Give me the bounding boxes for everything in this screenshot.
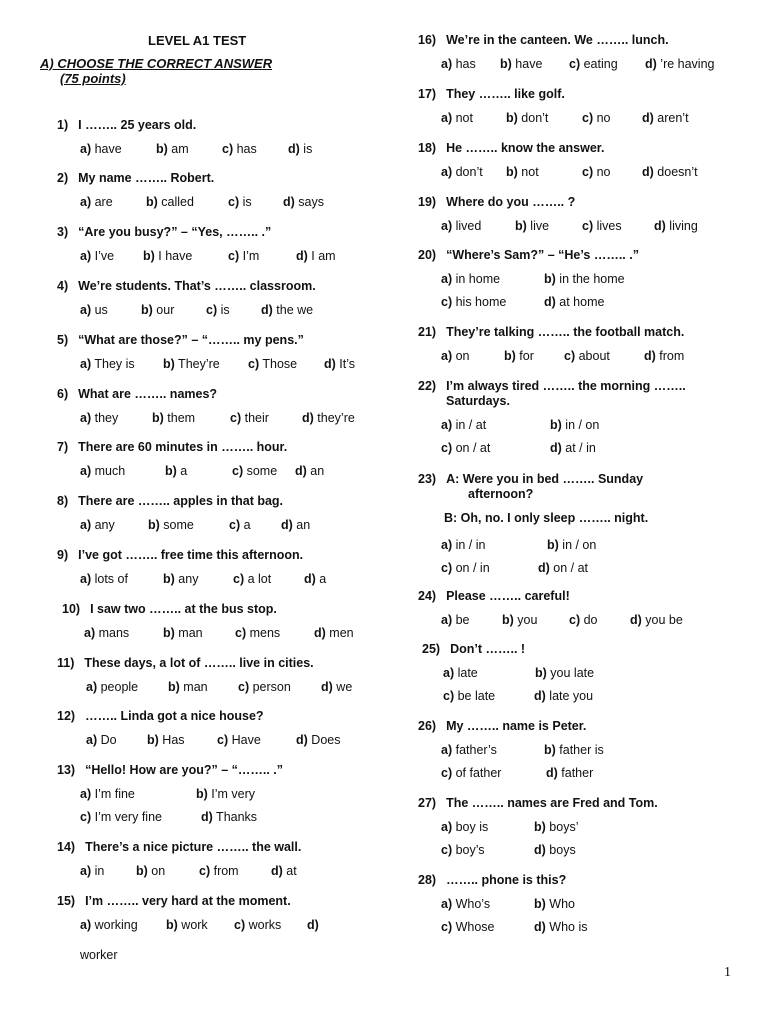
answer-option[interactable]: c) a xyxy=(229,518,251,532)
question-number: 23) xyxy=(418,472,437,486)
question-number: 14) xyxy=(57,840,76,854)
answer-option[interactable]: a) don’t xyxy=(441,165,483,179)
question-prompt: “Hello! How are you?” – “…….. .” xyxy=(85,763,284,777)
question-number: 11) xyxy=(57,656,75,670)
answer-option[interactable]: a) Who’s xyxy=(441,897,491,911)
answer-option[interactable]: d) is xyxy=(288,142,313,156)
answer-option[interactable]: b) in / on xyxy=(550,418,600,432)
question-number: 26) xyxy=(418,719,437,733)
question-prompt: There are 60 minutes in …….. hour. xyxy=(78,440,288,454)
answer-option[interactable]: b) a xyxy=(165,464,188,478)
question-text xyxy=(57,440,287,454)
answer-option[interactable]: a) has xyxy=(441,57,476,71)
answer-option[interactable]: c) Whose xyxy=(441,920,495,934)
answer-option[interactable]: c) Those xyxy=(248,357,298,371)
answer-option[interactable]: d) Who is xyxy=(534,920,588,934)
question-prompt: Please …….. careful! xyxy=(446,589,570,603)
question-text xyxy=(418,141,604,155)
answer-option[interactable]: a) not xyxy=(441,111,473,125)
answer-option[interactable]: b) work xyxy=(166,918,208,932)
answer-option-continued[interactable]: worker xyxy=(80,948,118,962)
answer-option[interactable]: c) on / at xyxy=(441,441,491,455)
answer-option[interactable]: c) mens xyxy=(235,626,281,640)
question-prompt: They …….. like golf. xyxy=(446,87,565,101)
answer-option[interactable]: d) aren’t xyxy=(642,111,689,125)
question-number: 3) xyxy=(57,225,69,239)
answer-option[interactable]: c) his home xyxy=(441,295,507,309)
question-prompt: What are …….. names? xyxy=(78,387,218,401)
question-number: 28) xyxy=(418,873,437,887)
question-text xyxy=(418,195,575,209)
question-text xyxy=(418,87,565,101)
question-prompt: My name …….. Robert. xyxy=(78,171,215,185)
section-points: (75 points) xyxy=(60,71,126,86)
answer-option[interactable]: b) not xyxy=(506,165,539,179)
answer-option[interactable]: c) of father xyxy=(441,766,502,780)
question-number: 12) xyxy=(57,709,76,723)
answer-option[interactable]: d) an xyxy=(295,464,325,478)
answer-option[interactable]: d) late you xyxy=(534,689,594,703)
answer-option[interactable]: b) live xyxy=(515,219,550,233)
question-prompt: Don’t …….. ! xyxy=(450,642,526,656)
question-number: 5) xyxy=(57,333,69,347)
answer-option[interactable]: a) in / at xyxy=(441,418,487,432)
answer-option[interactable]: c) has xyxy=(222,142,257,156)
answer-option[interactable]: d) xyxy=(307,918,319,932)
answer-option[interactable]: a) I’m fine xyxy=(80,787,135,801)
question-text xyxy=(418,873,566,887)
answer-option[interactable]: b) Who xyxy=(534,897,575,911)
section-heading xyxy=(40,56,272,86)
answer-option[interactable]: d) at xyxy=(271,864,297,878)
question-text xyxy=(57,171,214,185)
question-prompt: A: Were you in bed …….. Sunday xyxy=(446,472,644,486)
question-prompt-b: B: Oh, no. I only sleep …….. night. xyxy=(444,511,649,525)
answer-option[interactable]: c) be late xyxy=(443,689,496,703)
question-text xyxy=(57,709,264,723)
question-prompt: “Where’s Sam?” – “He’s …….. .” xyxy=(446,248,639,262)
answer-option[interactable]: d) says xyxy=(283,195,324,209)
question-text xyxy=(418,796,658,810)
answer-option[interactable]: b) in / on xyxy=(547,538,597,552)
answer-option[interactable]: d) a xyxy=(304,572,327,586)
question-prompt: Where do you …….. ? xyxy=(446,195,576,209)
question-number: 25) xyxy=(422,642,441,656)
question-text xyxy=(422,642,525,656)
answer-option[interactable]: b) any xyxy=(163,572,199,586)
answer-option[interactable]: d) doesn’t xyxy=(642,165,698,179)
question-text xyxy=(418,325,684,339)
answer-option[interactable]: c) some xyxy=(232,464,278,478)
question-number: 18) xyxy=(418,141,437,155)
page-number: 1 xyxy=(724,965,731,980)
question-text xyxy=(57,548,303,562)
question-text xyxy=(418,589,570,603)
question-text xyxy=(418,719,586,733)
answer-option[interactable]: a) in xyxy=(80,864,105,878)
question-number: 15) xyxy=(57,894,76,908)
answer-option[interactable]: b) some xyxy=(148,518,194,532)
question-text xyxy=(57,894,291,908)
answer-option[interactable]: c) do xyxy=(569,613,598,627)
answer-option[interactable]: d) an xyxy=(281,518,311,532)
question-number: 13) xyxy=(57,763,76,777)
answer-option[interactable]: d) living xyxy=(654,219,698,233)
question-prompt: There are …….. apples in that bag. xyxy=(78,494,284,508)
question-prompt: I’m …….. very hard at the moment. xyxy=(85,894,291,908)
answer-option[interactable]: d) Thanks xyxy=(201,810,258,824)
answer-option[interactable]: d) I am xyxy=(296,249,336,263)
section-title: A) CHOOSE THE CORRECT ANSWER xyxy=(40,56,273,71)
question-number: 9) xyxy=(57,548,69,562)
question-text xyxy=(57,225,271,239)
question-prompt: I saw two …….. at the bus stop. xyxy=(90,602,277,616)
question-number: 17) xyxy=(418,87,437,101)
answer-option[interactable]: d) the we xyxy=(261,303,314,317)
answer-option[interactable]: c) their xyxy=(230,411,269,425)
answer-option[interactable]: b) I’m very xyxy=(196,787,256,801)
question-prompt: He …….. know the answer. xyxy=(446,141,605,155)
answer-option[interactable]: d) at / in xyxy=(550,441,596,455)
answer-option[interactable]: a) on xyxy=(441,349,470,363)
answer-option[interactable]: a) in / in xyxy=(441,538,486,552)
answer-option[interactable]: a) late xyxy=(443,666,478,680)
answer-option[interactable]: a) Do xyxy=(86,733,117,747)
question-text xyxy=(57,494,283,508)
answer-option[interactable]: a) have xyxy=(80,142,122,156)
answer-option[interactable]: d) at home xyxy=(544,295,605,309)
question-text xyxy=(57,763,283,777)
question-text xyxy=(418,472,643,486)
question-text xyxy=(57,279,316,293)
answer-option[interactable]: b) called xyxy=(146,195,194,209)
answer-option[interactable]: a) any xyxy=(80,518,115,532)
answer-option[interactable]: c) about xyxy=(564,349,610,363)
question-prompt: They’re talking …….. the football match. xyxy=(446,325,685,339)
answer-option[interactable]: b) I have xyxy=(143,249,193,263)
answer-option[interactable]: d) they’re xyxy=(302,411,355,425)
page-title: LEVEL A1 TEST xyxy=(148,33,247,48)
question-text xyxy=(57,118,196,132)
answer-option[interactable]: c) eating xyxy=(569,57,618,71)
question-prompt: “What are those?” – “…….. my pens.” xyxy=(78,333,304,347)
answer-option[interactable]: a) working xyxy=(80,918,138,932)
answer-option[interactable]: a) are xyxy=(80,195,113,209)
question-prompt: I’ve got …….. free time this afternoon. xyxy=(78,548,304,562)
question-prompt: The …….. names are Fred and Tom. xyxy=(446,796,658,810)
question-prompt: My …….. name is Peter. xyxy=(446,719,587,733)
answer-option[interactable]: a) in home xyxy=(441,272,501,286)
answer-option[interactable]: a) people xyxy=(86,680,139,694)
answer-option[interactable]: b) our xyxy=(141,303,175,317)
answer-option[interactable]: c) is xyxy=(206,303,230,317)
question-text xyxy=(418,379,686,393)
answer-option[interactable]: a) mans xyxy=(84,626,130,640)
question-number: 16) xyxy=(418,33,437,47)
answer-option[interactable]: a) boy is xyxy=(441,820,489,834)
answer-option[interactable]: b) for xyxy=(504,349,534,363)
question-prompt: There’s a nice picture …….. the wall. xyxy=(85,840,302,854)
question-prompt-continued: Saturdays. xyxy=(446,394,510,408)
question-text xyxy=(418,248,639,262)
answer-option[interactable]: a) They is xyxy=(80,357,135,371)
answer-option[interactable]: a) be xyxy=(441,613,470,627)
answer-option[interactable]: c) person xyxy=(238,680,291,694)
answer-option[interactable]: a) much xyxy=(80,464,126,478)
answer-option[interactable]: c) lives xyxy=(582,219,622,233)
answer-option[interactable]: d) ’re having xyxy=(645,57,715,71)
question-text xyxy=(57,387,217,401)
answer-option[interactable]: d) on / at xyxy=(538,561,589,575)
answer-option[interactable]: c) no xyxy=(582,165,611,179)
question-number: 7) xyxy=(57,440,69,454)
question-prompt: These days, a lot of …….. live in cities. xyxy=(84,656,314,670)
question-number: 19) xyxy=(418,195,437,209)
answer-option[interactable]: c) from xyxy=(199,864,239,878)
answer-option[interactable]: b) man xyxy=(163,626,203,640)
answer-option[interactable]: a) I’ve xyxy=(80,249,115,263)
answer-option[interactable]: b) They’re xyxy=(163,357,220,371)
question-text xyxy=(57,656,314,670)
answer-option[interactable]: c) boy’s xyxy=(441,843,485,857)
answer-option[interactable]: a) us xyxy=(80,303,108,317)
answer-option[interactable]: c) on / in xyxy=(441,561,490,575)
answer-option[interactable]: b) am xyxy=(156,142,189,156)
answer-option[interactable]: c) Have xyxy=(217,733,261,747)
answer-option[interactable]: c) I’m xyxy=(228,249,260,263)
answer-option[interactable]: b) boys’ xyxy=(534,820,579,834)
answer-option[interactable]: b) father is xyxy=(544,743,604,757)
question-number: 8) xyxy=(57,494,69,508)
answer-option[interactable]: b) you xyxy=(502,613,538,627)
question-prompt-continued: afternoon? xyxy=(468,487,534,501)
answer-option[interactable]: b) man xyxy=(168,680,208,694)
question-prompt: We’re students. That’s …….. classroom. xyxy=(78,279,316,293)
question-prompt: I …….. 25 years old. xyxy=(78,118,197,132)
answer-option[interactable]: d) we xyxy=(321,680,353,694)
question-number: 4) xyxy=(57,279,69,293)
answer-option[interactable]: c) a lot xyxy=(233,572,272,586)
answer-option[interactable]: d) It’s xyxy=(324,357,356,371)
answer-option[interactable]: b) don’t xyxy=(506,111,549,125)
answer-option[interactable]: d) Does xyxy=(296,733,341,747)
answer-option[interactable]: d) men xyxy=(314,626,354,640)
answer-option[interactable]: c) no xyxy=(582,111,611,125)
answer-option[interactable]: d) from xyxy=(644,349,685,363)
question-text xyxy=(57,333,304,347)
answer-option[interactable]: b) Has xyxy=(147,733,185,747)
answer-option[interactable]: d) father xyxy=(546,766,594,780)
answer-option[interactable]: b) you late xyxy=(535,666,595,680)
answer-option[interactable]: b) on xyxy=(136,864,166,878)
question-number: 21) xyxy=(418,325,437,339)
question-number: 1) xyxy=(57,118,69,132)
answer-option[interactable]: d) boys xyxy=(534,843,576,857)
question-text xyxy=(418,33,669,47)
question-prompt: We’re in the canteen. We …….. lunch. xyxy=(446,33,669,47)
question-number: 22) xyxy=(418,379,437,393)
answer-option[interactable]: b) them xyxy=(152,411,196,425)
answer-option[interactable]: d) you be xyxy=(630,613,683,627)
question-number: 2) xyxy=(57,171,69,185)
question-prompt: …….. Linda got a nice house? xyxy=(85,709,264,723)
question-number: 6) xyxy=(57,387,69,401)
question-number: 24) xyxy=(418,589,437,603)
answer-option[interactable]: c) is xyxy=(228,195,252,209)
question-number: 20) xyxy=(418,248,437,262)
question-number: 10) xyxy=(62,602,81,616)
answer-option[interactable]: c) works xyxy=(234,918,282,932)
question-prompt: …….. phone is this? xyxy=(446,873,567,887)
answer-option[interactable]: c) I’m very fine xyxy=(80,810,162,824)
question-text xyxy=(57,840,301,854)
answer-option[interactable]: a) they xyxy=(80,411,119,425)
answer-option[interactable]: b) in the home xyxy=(544,272,625,286)
answer-option[interactable]: a) lived xyxy=(441,219,482,233)
answer-option[interactable]: b) have xyxy=(500,57,543,71)
question-prompt: “Are you busy?” – “Yes, …….. .” xyxy=(78,225,272,239)
question-prompt: I’m always tired …….. the morning …….. xyxy=(446,379,686,393)
answer-option[interactable]: a) father’s xyxy=(441,743,497,757)
question-number: 27) xyxy=(418,796,437,810)
question-text xyxy=(62,602,277,616)
answer-option[interactable]: a) lots of xyxy=(80,572,128,586)
